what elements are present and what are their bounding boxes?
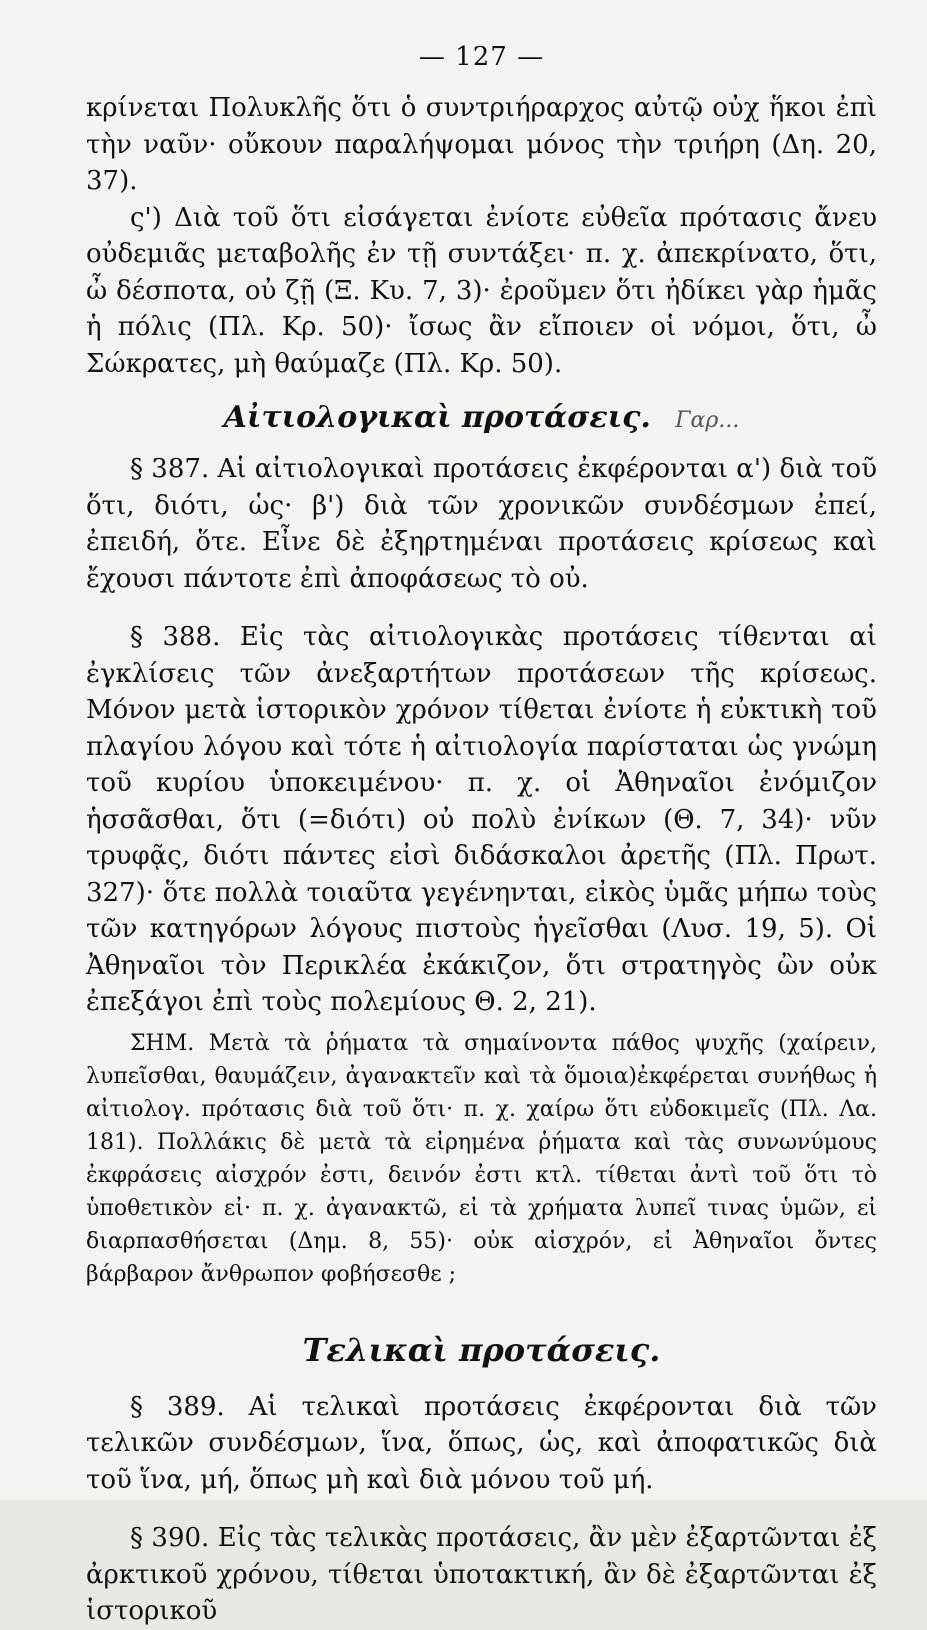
heading-causal-text: Αἰτιολογικαὶ προτάσεις. [223, 400, 651, 435]
paragraph-390: § 390. Εἰς τὰς τελικὰς προτάσεις, ἂν μὲν ἐξαρτῶνται ἐξ ἀρκτικοῦ χρόνου, τίθεται ὑποτακτική, ἂν δὲ ἐξαρτῶνται ἐξ ἱστορικοῦ [86, 1523, 877, 1626]
page-number: — 127 — [418, 42, 545, 72]
handwritten-note: Γαρ... [675, 408, 740, 433]
paragraph-388: § 388. Εἰς τὰς αἰτιολογικὰς προτάσεις τίθενται αἱ ἐγκλίσεις τῶν ἀνεξαρτήτων προτάσεων τῆς κρίσεως. Μόνον μετὰ ἱστορικὸν χρόνον τίθεται ἐνίοτε ἡ εὐκτικὴ τοῦ πλαγίου λόγου καὶ τότε ἡ αἰτιολογία παρίσταται ὡς γνώμη τοῦ κυρίου ὑποκειμένου· π. χ. οἱ Ἀθηναῖοι ἐνόμιζον ἡσσᾶσθαι, ὅτι (=διότι) οὐ πολὺ ἐνίκων (Θ. 7, 34)· νῦν τρυφᾷς, διότι πάντες εἰσὶ διδάσκαλοι ἀρετῆς (Πλ. Πρωτ. 327)· ὅτε πολλὰ τοιαῦτα γεγένηνται, εἰκὸς ὑμᾶς μήπω τοὺς τῶν κατηγόρων λόγους πιστοὺς ἡγεῖσθαι (Λυσ. 19, 5). Οἱ Ἀθηναῖοι τὸν Περικλέα ἐκάκιζον, ὅτι στρατηγὸς ὢν οὐκ ἐπεξάγοι ἐπὶ τοὺς πολεμίους Θ. 2, 21). [86, 622, 877, 1017]
section-heading-final: Τελικαὶ προτάσεις. [302, 1330, 661, 1369]
paragraph-389: § 389. Αἱ τελικαὶ προτάσεις ἐκφέρονται διὰ τῶν τελικῶν συνδέσμων, ἵνα, ὅπως, ὡς, καὶ ἀποφατικῶς διὰ τοῦ ἵνα, μή, ὅπως μὴ καὶ διὰ μόνου τοῦ μή. [86, 1391, 877, 1495]
paragraph-387: § 387. Αἱ αἰτιολογικαὶ προτάσεις ἐκφέρονται α') διὰ τοῦ ὅτι, διότι, ὡς· β') διὰ τῶν χρονικῶν συνδέσμων ἐπεί, ἐπειδή, ὅτε. Εἶνε δὲ ἐξηρτημέναι προτάσεις κρίσεως καὶ ἔχουσι πάντοτε ἐπὶ ἀποφάσεως τὸ οὐ. [86, 454, 877, 594]
section-heading-causal [86, 400, 877, 435]
note-paragraph: ΣΗΜ. Μετὰ τὰ ῥήματα τὰ σημαίνοντα πάθος ψυχῆς (χαίρειν, λυπεῖσθαι, θαυμάζειν, ἀγανακτεῖν καὶ τὰ ὅμοια)ἐκφέρεται συνήθως ἡ αἰτιολογ. πρότασις διὰ τοῦ ὅτι· π. χ. χαίρω ὅτι εὐδοκιμεῖς (Πλ. Λα. 181). Πολλάκις δὲ μετὰ τὰ εἰρημένα ῥήματα καὶ τὰς συνωνύμους ἐκφράσεις αἰσχρόν ἐστι, δεινόν ἐστι κτλ. τίθεται ἀντὶ τοῦ ὅτι τὸ ὑποθετικὸν εἰ· π. χ. ἀγανακτῶ, εἰ τὰ χρήματα λυπεῖ τινας ὑμῶν, εἰ διαρπασθήσεται (Δημ. 8, 55)· οὐκ αἰσχρόν, εἰ Ἀθηναῖοι ὄντες βάρβαρον ἄνθρωπον φοβήσεσθε ; [86, 1030, 877, 1287]
paragraph-continuation: κρίνεται Πολυκλῆς ὅτι ὁ συντριήραρχος αὐτῷ οὐχ ἥκοι ἐπὶ τὴν ναῦν· οὔκουν παραλήψομαι μόνος τὴν τριήρη (Δη. 20, 37). [86, 93, 877, 196]
paragraph-item-6: ς') Διὰ τοῦ ὅτι εἰσάγεται ἐνίοτε εὐθεῖα πρότασις ἄνευ οὐδεμιᾶς μεταβολῆς ἐν τῇ συντάξει· π. χ. ἀπεκρίνατο, ὅτι, ὦ δέσποτα, οὐ ζῇ (Ξ. Κυ. 7, 3)· ἐροῦμεν ὅτι ἠδίκει γὰρ ἡμᾶς ἡ πόλις (Πλ. Κρ. 50)· ἴσως ἂν εἴποιεν οἱ νόμοι, ὅτι, ὦ Σώκρατες, μὴ θαύμαζε (Πλ. Κρ. 50). [86, 202, 877, 379]
